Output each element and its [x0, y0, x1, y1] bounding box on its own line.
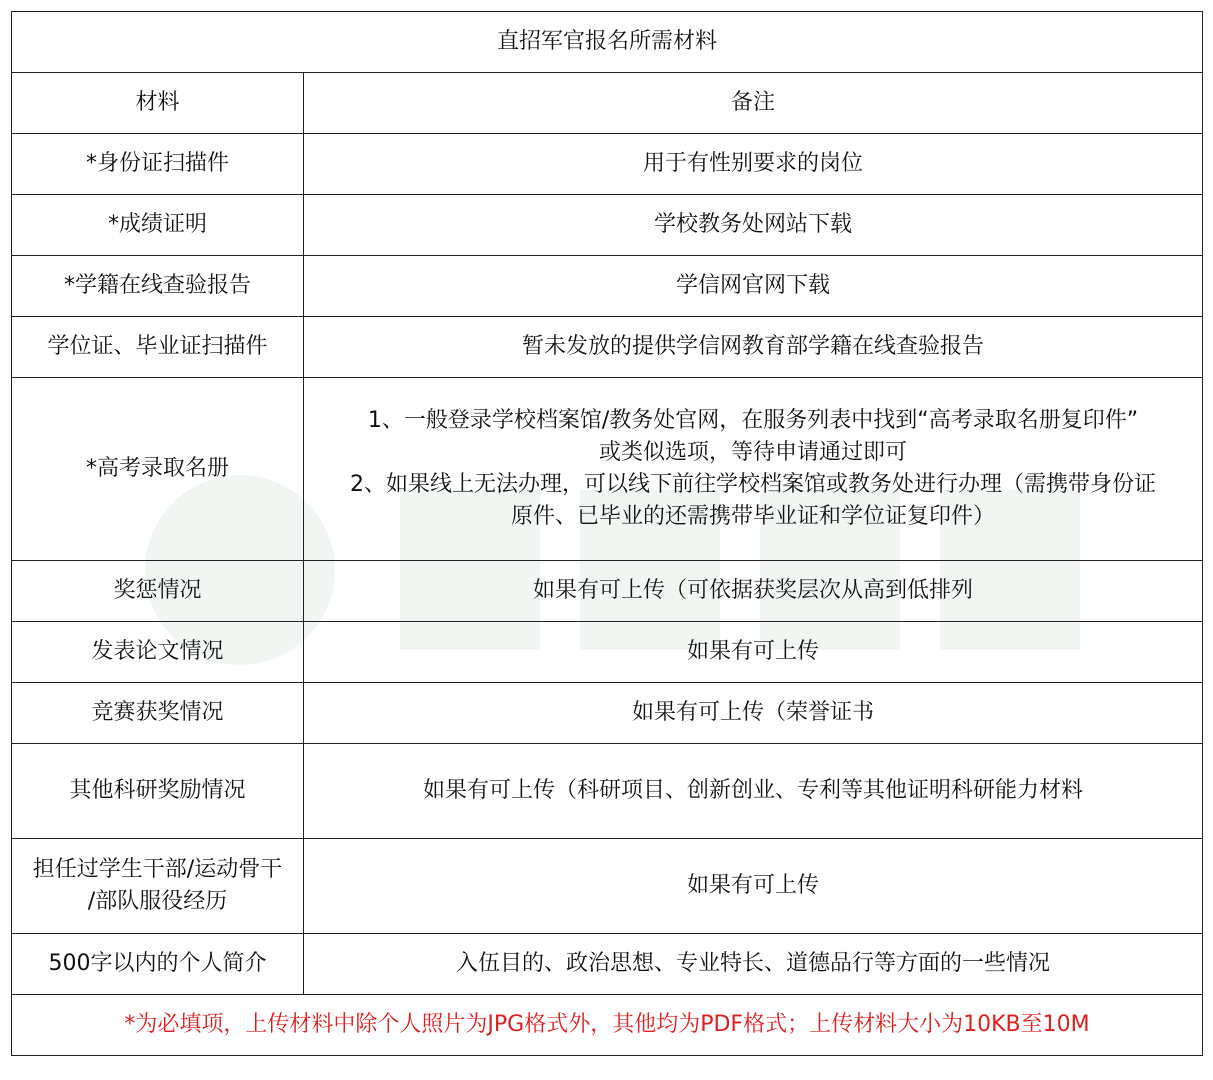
material-cell — [12, 839, 304, 934]
material-line: /部队服役经历 — [87, 889, 228, 914]
materials-table-container — [11, 11, 1202, 1056]
table-row — [12, 683, 1203, 744]
note-cell: 用于有性别要求的岗位 — [304, 134, 1203, 195]
material-line: 担任过学生干部/运动骨干 — [32, 857, 283, 883]
material-cell: 其他科研奖励情况 — [12, 744, 304, 839]
table-row — [12, 622, 1203, 683]
note-line: 或类似选项，等待申请通过即可 — [599, 440, 908, 466]
material-cell: 500字以内的个人简介 — [12, 934, 304, 995]
material-cell: *高考录取名册 — [12, 378, 304, 561]
note-cell: 学信网官网下载 — [304, 256, 1203, 317]
material-cell: *学籍在线查验报告 — [12, 256, 304, 317]
note-cell: 如果有可上传（荣誉证书 — [304, 683, 1203, 744]
note-cell: 暂未发放的提供学信网教育部学籍在线查验报告 — [304, 317, 1203, 378]
material-cell: 学位证、毕业证扫描件 — [12, 317, 304, 378]
footer-row — [12, 995, 1203, 1056]
note-line: 1、一般登录学校档案馆/教务处官网，在服务列表中找到“高考录取名册复印件” — [367, 408, 1139, 434]
note-cell: 如果有可上传（科研项目、创新创业、专利等其他证明科研能力材料 — [304, 744, 1203, 839]
material-cell: *成绩证明 — [12, 195, 304, 256]
note-cell — [304, 378, 1203, 561]
note-cell: 如果有可上传 — [304, 839, 1203, 934]
header-material: 材料 — [12, 73, 304, 134]
table-row — [12, 839, 1203, 934]
material-cell: 发表论文情况 — [12, 622, 304, 683]
material-cell: 奖惩情况 — [12, 561, 304, 622]
table-row — [12, 134, 1203, 195]
table-row — [12, 195, 1203, 256]
note-cell: 如果有可上传（可依据获奖层次从高到低排列 — [304, 561, 1203, 622]
footer-note: *为必填项，上传材料中除个人照片为JPG格式外，其他均为PDF格式；上传材料大小为10KB至10M — [12, 995, 1203, 1056]
note-cell: 入伍目的、政治思想、专业特长、道德品行等方面的一些情况 — [304, 934, 1203, 995]
title-row — [12, 12, 1203, 73]
material-cell: 竞赛获奖情况 — [12, 683, 304, 744]
note-line: 2、如果线上无法办理，可以线下前往学校档案馆或教务处进行办理（需携带身份证 — [350, 472, 1156, 497]
table-row — [12, 561, 1203, 622]
table-row — [12, 744, 1203, 839]
note-cell: 学校教务处网站下载 — [304, 195, 1203, 256]
header-note: 备注 — [304, 73, 1203, 134]
materials-table — [11, 11, 1203, 1056]
table-title: 直招军官报名所需材料 — [12, 12, 1203, 73]
material-cell: *身份证扫描件 — [12, 134, 304, 195]
table-row — [12, 378, 1203, 561]
note-line: 原件、已毕业的还需携带毕业证和学位证复印件） — [511, 503, 996, 529]
table-row — [12, 934, 1203, 995]
table-row — [12, 256, 1203, 317]
note-cell: 如果有可上传 — [304, 622, 1203, 683]
header-row — [12, 73, 1203, 134]
table-row — [12, 317, 1203, 378]
